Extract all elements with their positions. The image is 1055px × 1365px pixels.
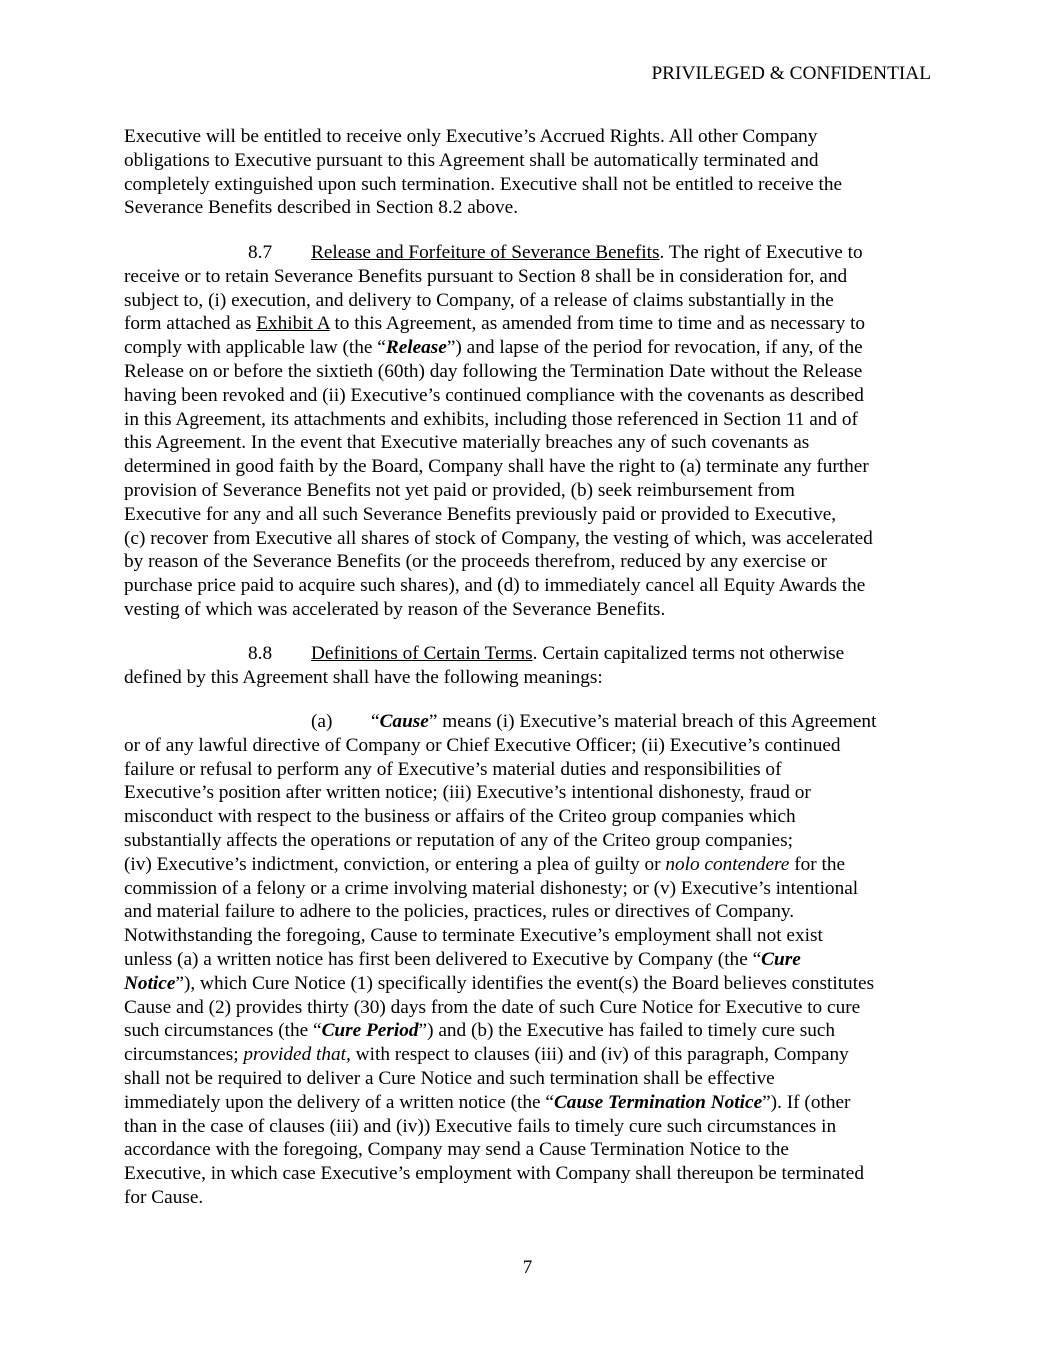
text-fragment: for the bbox=[789, 853, 846, 875]
text-line: this Agreement. In the event that Executive materially breaches any of such covenants as bbox=[124, 432, 810, 454]
text-fragment: circumstances; bbox=[124, 1044, 244, 1066]
text-line: for Cause. bbox=[124, 1186, 204, 1208]
clause-a-cause bbox=[124, 710, 932, 1210]
text-line: by reason of the Severance Benefits (or the proceeds therefrom, reduced by any exercise or bbox=[124, 551, 827, 573]
text-fragment: form attached as bbox=[124, 313, 257, 335]
text-line: in this Agreement, its attachments and exhibits, including those referenced in Section 11 and of bbox=[124, 408, 858, 430]
text-line: Executive will be entitled to receive only Executive’s Accrued Rights. All other Company bbox=[124, 126, 818, 147]
text-fragment: “ bbox=[371, 711, 380, 732]
text-fragment: such circumstances (the “ bbox=[124, 1020, 322, 1042]
text-fragment: . Certain capitalized terms not otherwise bbox=[532, 643, 845, 664]
text-line bbox=[124, 312, 932, 336]
defined-term-cause-termination-notice: Cause Termination Notice bbox=[553, 1091, 763, 1113]
defined-term-cause: Cause bbox=[379, 711, 429, 732]
text-line: (c) recover from Executive all shares of stock of Company, the vesting of which, was accelerated bbox=[124, 527, 873, 549]
text-line: commission of a felony or a crime involving material dishonesty; or (v) Executive’s intentional bbox=[124, 877, 859, 899]
text-line: Cause and (2) provides thirty (30) days from the date of such Cure Notice for Executive to cure bbox=[124, 996, 861, 1018]
section-heading-line bbox=[124, 642, 932, 666]
text-fragment: ”) and (b) the Executive has failed to timely cure such bbox=[418, 1020, 836, 1042]
text-line: Executive for any and all such Severance Benefits previously paid or provided to Executive, bbox=[124, 503, 837, 525]
text-line bbox=[124, 1091, 932, 1115]
text-line bbox=[124, 336, 932, 360]
text-line: having been revoked and (ii) Executive’s continued compliance with the covenants as described bbox=[124, 384, 864, 406]
text-line bbox=[124, 1043, 932, 1067]
text-line: misconduct with respect to the business or affairs of the Criteo group companies which bbox=[124, 806, 796, 828]
text-line bbox=[124, 948, 932, 972]
text-fragment: comply with applicable law (the “ bbox=[124, 337, 386, 359]
clause-label: (a) bbox=[311, 711, 333, 732]
text-fragment: ”) and lapse of the period for revocation, if any, of the bbox=[446, 337, 863, 359]
section-heading-line bbox=[124, 241, 932, 265]
text-line: vesting of which was accelerated by reason of the Severance Benefits. bbox=[124, 598, 666, 620]
text-line: Executive, in which case Executive’s employment with Company shall thereupon be terminated bbox=[124, 1163, 864, 1185]
section-8-8 bbox=[124, 642, 932, 690]
section-number: 8.8 bbox=[248, 643, 273, 664]
defined-term-cure-notice: Notice bbox=[124, 972, 176, 994]
text-fragment: unless (a) a written notice has first been delivered to Executive by Company (the “ bbox=[124, 948, 762, 970]
text-fragment: . The right of Executive to bbox=[659, 242, 863, 263]
text-fragment: to this Agreement, as amended from time to time and as necessary to bbox=[329, 313, 866, 335]
text-line: failure or refusal to perform any of Executive’s material duties and responsibilities of bbox=[124, 758, 782, 780]
text-line bbox=[124, 853, 932, 877]
text-line: completely extinguished upon such termination. Executive shall not be entitled to receive the bbox=[124, 173, 843, 195]
section-heading: Release and Forfeiture of Severance Benefits bbox=[311, 242, 660, 263]
text-line: purchase price paid to acquire such shares), and (d) to immediately cancel all Equity Awards the bbox=[124, 575, 866, 597]
text-line: than in the case of clauses (iii) and (iv)) Executive fails to timely cure such circumstances in bbox=[124, 1115, 837, 1137]
text-line: Executive’s position after written notice; (iii) Executive’s intentional dishonesty, fraud or bbox=[124, 782, 811, 804]
text-fragment: ” means (i) Executive’s material breach of this Agreement bbox=[428, 711, 877, 732]
text-line: subject to, (i) execution, and delivery to Company, of a release of claims substantially in the bbox=[124, 289, 834, 311]
latin-term-nolo-contendere: nolo contendere bbox=[665, 853, 790, 875]
text-line: receive or to retain Severance Benefits pursuant to Section 8 shall be in consideration for, and bbox=[124, 265, 848, 287]
defined-term-cure-period: Cure Period bbox=[321, 1020, 419, 1042]
text-line: and material failure to adhere to the policies, practices, rules or directives of Company. bbox=[124, 901, 795, 923]
text-line: Notwithstanding the foregoing, Cause to terminate Executive’s employment shall not exist bbox=[124, 925, 823, 947]
text-fragment: with respect to clauses (iii) and (iv) of this paragraph, Company bbox=[350, 1044, 849, 1066]
text-line bbox=[124, 972, 932, 996]
text-line: determined in good faith by the Board, Company shall have the right to (a) terminate any further bbox=[124, 456, 869, 478]
defined-term-release: Release bbox=[385, 337, 447, 359]
exhibit-a-reference: Exhibit A bbox=[256, 313, 330, 335]
text-line: accordance with the foregoing, Company may send a Cause Termination Notice to the bbox=[124, 1139, 789, 1161]
text-line: substantially affects the operations or reputation of any of the Criteo group companies; bbox=[124, 829, 793, 851]
section-heading: Definitions of Certain Terms bbox=[311, 643, 533, 664]
text-line: defined by this Agreement shall have the following meanings: bbox=[124, 666, 603, 688]
defined-term-cure-notice: Cure bbox=[761, 948, 801, 970]
section-8-7 bbox=[124, 241, 932, 622]
text-line: provision of Severance Benefits not yet paid or provided, (b) seek reimbursement from bbox=[124, 479, 795, 501]
text-line: shall not be required to deliver a Cure Notice and such termination shall be effective bbox=[124, 1067, 775, 1089]
paragraph-accrued-rights bbox=[124, 125, 932, 220]
page-number: 7 bbox=[522, 1257, 533, 1278]
text-line bbox=[124, 1019, 932, 1043]
confidentiality-header: PRIVILEGED & CONFIDENTIAL bbox=[651, 63, 931, 84]
text-fragment: (iv) Executive’s indictment, conviction, or entering a plea of guilty or bbox=[124, 853, 666, 875]
text-line: Severance Benefits described in Section 8.2 above. bbox=[124, 197, 519, 219]
text-line: or of any lawful directive of Company or Chief Executive Officer; (ii) Executive’s continued bbox=[124, 734, 841, 756]
clause-heading-line bbox=[124, 710, 932, 734]
text-fragment: ”), which Cure Notice (1) specifically identifies the event(s) the Board believes constitutes bbox=[175, 972, 875, 994]
proviso-provided-that: provided that, bbox=[243, 1044, 351, 1066]
text-line: obligations to Executive pursuant to this Agreement shall be automatically terminated and bbox=[124, 149, 819, 171]
section-number: 8.7 bbox=[248, 242, 273, 263]
text-line: Release on or before the sixtieth (60th) day following the Termination Date without the Release bbox=[124, 360, 863, 382]
text-fragment: ”). If (other bbox=[762, 1091, 851, 1113]
text-fragment: immediately upon the delivery of a written notice (the “ bbox=[124, 1091, 554, 1113]
